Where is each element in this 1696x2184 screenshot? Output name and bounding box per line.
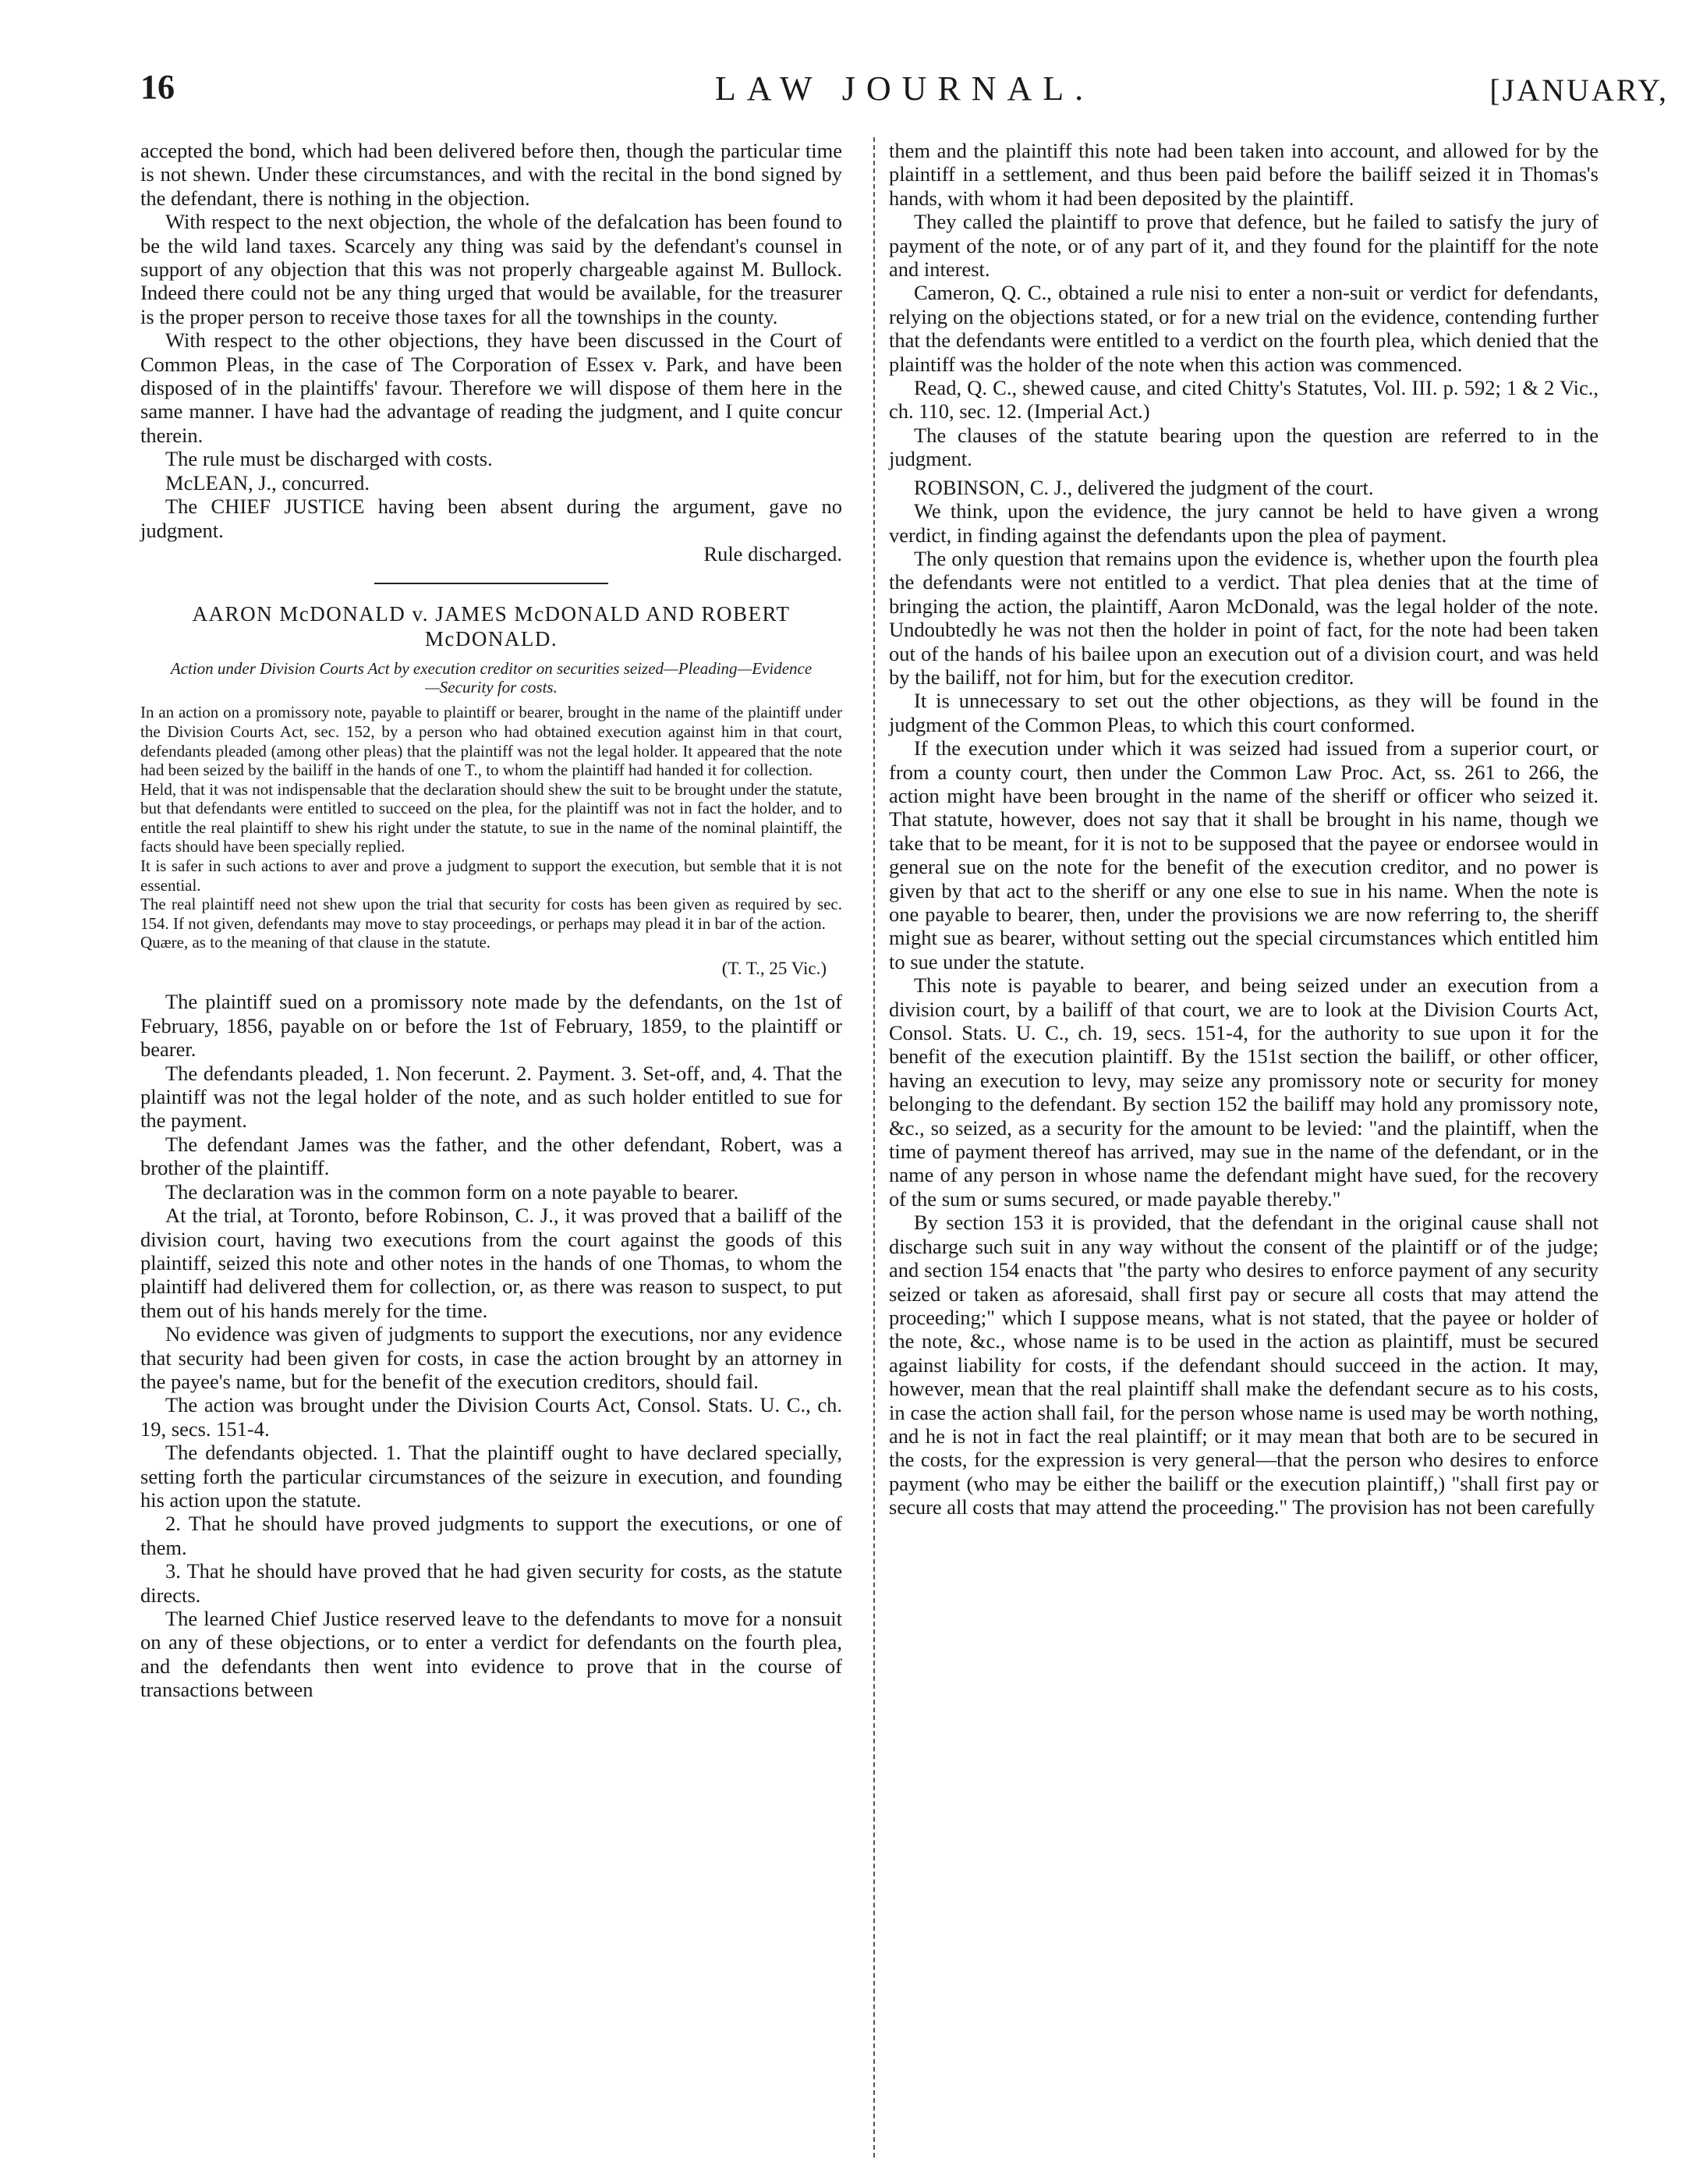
running-header [140, 67, 1669, 122]
right-column [889, 139, 1599, 1519]
headnote: Held, that it was not indispensable that the declaration should shew the suit to be brought under the statute, but that defendants were entitled to succeed on the plea, for the plaintiff was not in fact the holder, and to entitle the real plaintiff to shew his right under the statute, to sue in the name of the nominal plaintiff, the facts should have been specially replied. [140, 779, 842, 856]
paragraph: With respect to the other objections, they have been discussed in the Court of Common Pleas, in the case of The Corporation of Essex v. Park, and have been disposed of in the plaintiffs' favour. Therefore we will dispose of them here in the same manner. I have had the advantage of reading the judgment, and I quite concur therein. [140, 328, 842, 447]
paragraph: Read, Q. C., shewed cause, and cited Chitty's Statutes, Vol. III. p. 592; 1 & 2 Vic., ch. 110, sec. 12. (Imperial Act.) [889, 376, 1599, 424]
paragraph: At the trial, at Toronto, before Robinson, C. J., it was proved that a bailiff of the division court, having two executions from the court against the goods of this plaintiff, seized this note and other notes in the hands of one Thomas, to whom the plaintiff had delivered them for collection, or, as there was reason to suspect, to put them out of his hands merely for the time. [140, 1204, 842, 1322]
paragraph: The plaintiff sued on a promissory note made by the defendants, on the 1st of February, 1856, payable on or before the 1st of February, 1859, to the plaintiff or bearer. [140, 990, 842, 1062]
case-title: AARON McDONALD v. JAMES McDONALD AND ROBERT McDONALD. [192, 602, 791, 651]
paragraph: With respect to the next objection, the whole of the defalcation has been found to be the wild land taxes. Scarcely any thing was said by the defendant's counsel in support of any objection that this was not properly chargeable against M. Bullock. Indeed there could not be any thing urged that would be available, for the treasurer is the proper person to receive those taxes for all the townships in the county. [140, 210, 842, 328]
paragraph: They called the plaintiff to prove that defence, but he failed to satisfy the jury of payment of the note, or of any part of it, and they found for the plaintiff for the note and interest. [889, 210, 1599, 282]
paragraph: Cameron, Q. C., obtained a rule nisi to enter a non-suit or verdict for defendants, relying on the objections stated, or for a new trial on the evidence, contending further that the defendants were entitled to a verdict on the fourth plea, which denied that the plaintiff was the holder of the note when this action was commenced. [889, 281, 1599, 376]
paragraph: The defendant James was the father, and the other defendant, Robert, was a brother of the plaintiff. [140, 1132, 842, 1180]
paragraph: This note is payable to bearer, and being seized under an execution from a division court, by a bailiff of that court, we are to look at the Division Courts Act, Consol. Stats. U. C., ch. 19, secs. 151-4, for the authority to sue upon it for the benefit of the execution plaintiff. By the 151st section the bailiff, or other officer, having an execution to levy, may seize any promissory note or security for money belonging to the defendant. By section 152 the bailiff may hold any promissory note, &c., so seized, as a security for the amount to be levied: "and the plaintiff, when the time of payment thereof has arrived, may sue in the name of the defendant, or in the name of any person in whose name the defendant might have sued, for the recovery of the sum or sums secured, or made payable thereby." [889, 973, 1599, 1211]
rule-discharged: Rule discharged. [703, 541, 842, 566]
paragraph: 3. That he should have proved that he had given security for costs, as the statute directs. [140, 1559, 842, 1607]
case-subtitle: Action under Division Courts Act by execution creditor on securities seized—Pleading—Evidence—Security for costs. [170, 659, 813, 697]
paragraph: 2. That he should have proved judgments to support the executions, or one of them. [140, 1512, 842, 1559]
headnote: Quære, as to the meaning of that clause in the statute. [140, 933, 491, 952]
headnote: It is safer in such actions to aver and prove a judgment to support the execution, but semble that it is not essential. [140, 856, 842, 895]
paragraph: By section 153 it is provided, that the defendant in the original cause shall not discharge such suit in any way without the consent of the plaintiff or of the judge; and section 154 enacts that "the party who desires to enforce payment of any security seized or taken as aforesaid, shall first pay or secure all costs that may attend the proceeding;" which I suppose means, what is not stated, that the payee or holder of the note, &c., whose name is to be used in the action as plaintiff, must be secured against liability for costs, if the defendant should succeed in the action. It may, however, mean that the real plaintiff shall make the defendant secure as to his costs, in case the action shall fail, for the person whose name is used may be worth nothing, and he is not in fact the real plaintiff; or it may mean that both are to be secured in the costs, for the expression is very general—that the person who desires to enforce payment (who may be either the bailiff or the execution plaintiff,) "shall first pay or secure all costs that may attend the proceeding." The provision has not been carefully [889, 1211, 1599, 1519]
paragraph: The action was brought under the Division Courts Act, Consol. Stats. U. C., ch. 19, secs. 151-4. [140, 1393, 842, 1441]
paragraph: The declaration was in the common form on a note payable to bearer. [165, 1179, 739, 1204]
headnote: The real plaintiff need not shew upon the trial that security for costs has been given as required by sec. 154. If not given, defendants may move to stay proceedings, or perhaps may plead it in bar of the action. [140, 895, 842, 933]
paragraph: We think, upon the evidence, the jury cannot be held to have given a wrong verdict, in finding against the defendants upon the plea of payment. [889, 499, 1599, 547]
page-number: 16 [140, 68, 175, 106]
paragraph: accepted the bond, which had been delivered before then, though the particular time is not shewn. Under these circumstances, and with the recital in the bond signed by the defendant, there is nothing in the objection. [140, 139, 842, 210]
header-month: [JANUARY, [1489, 73, 1669, 108]
paragraph: The only question that remains upon the evidence is, whether upon the fourth plea the defendants were not entitled to a verdict. That plea denies that at the time of bringing the action, the plaintiff, Aaron McDonald, was the legal holder of the note. Undoubtedly he was not then the holder in point of fact, for the note had been taken out of the hands of his bailee upon an execution out of a division court, and was held by the bailiff, not for him, but for the execution creditor. [889, 546, 1599, 689]
paragraph: The defendants pleaded, 1. Non fecerunt. 2. Payment. 3. Set-off, and, 4. That the plaintiff was not the legal holder of the note, and as such holder entitled to sue for the payment. [140, 1061, 842, 1133]
paragraph: It is unnecessary to set out the other objections, as they will be found in the judgment of the Common Pleas, to which this court conformed. [889, 689, 1599, 736]
headnote: In an action on a promissory note, payable to plaintiff or bearer, brought in the name of the plaintiff under the Division Courts Act, sec. 152, by a person who had obtained execution against him in that court, defendants pleaded (among other pleas) that the plaintiff was not the legal holder. It appeared that the note had been seized by the bailiff in the hands of one T., to whom the plaintiff had handed it for collection. [140, 703, 842, 780]
paragraph: The CHIEF JUSTICE having been absent during the argument, gave no judgment. [140, 495, 842, 542]
paragraph: them and the plaintiff this note had been taken into account, and allowed for by the plaintiff in a settlement, and thus been paid before the bailiff seized it in Thomas's hands, with whom it had been deposited by the plaintiff. [889, 139, 1599, 210]
left-column [140, 139, 842, 1702]
paragraph: The rule must be discharged with costs. [165, 447, 493, 471]
paragraph: McLEAN, J., concurred. [165, 470, 370, 495]
term-citation: (T. T., 25 Vic.) [721, 959, 827, 979]
paragraph: The defendants objected. 1. That the plaintiff ought to have declared specially, setting forth the particular circumstances of the seizure in execution, and founding his action upon the statute. [140, 1441, 842, 1512]
paragraph: The clauses of the statute bearing upon the question are referred to in the judgment. [889, 423, 1599, 471]
section-rule [374, 583, 608, 584]
paragraph: If the execution under which it was seized had issued from a superior court, or from a county court, then under the Common Law Proc. Act, ss. 261 to 266, the action might have been brought in the name of the sheriff or officer who seized it. That statute, however, does not say that it shall be brought in his name, though we take that to be meant, for it is not to be supposed that the payee or endorsee would in general sue on the note for the benefit of the execution creditor, and no power is given by that act to the sheriff or any one else to sue in his name. When the note is one payable to bearer, then, under the provisions we are now referring to, the sheriff might sue as bearer, without setting out the special circumstances which entitled him to sue under the statute. [889, 736, 1599, 973]
column-divider [873, 137, 875, 2157]
paragraph: The learned Chief Justice reserved leave to the defendants to move for a nonsuit on any of these objections, or to enter a verdict for defendants on the fourth plea, and the defendants then went into evidence to prove that in the course of transactions between [140, 1607, 842, 1702]
paragraph: No evidence was given of judgments to support the executions, nor any evidence that security had been given for costs, in case the action brought by an attorney in the payee's name, but for the benefit of the execution creditors, should fail. [140, 1322, 842, 1393]
journal-title: LAW JOURNAL. [714, 69, 1095, 108]
paragraph: ROBINSON, C. J., delivered the judgment of the court. [914, 475, 1374, 499]
